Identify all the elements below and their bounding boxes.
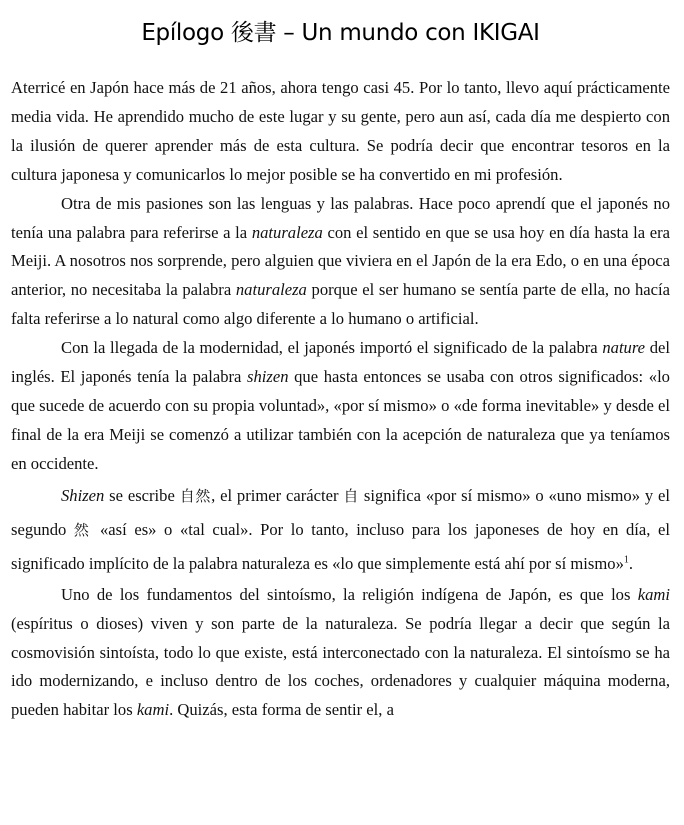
paragraph-2-text-a: Otra de mis pasiones son las lenguas y las palabras. Hace poco aprendí que el japonés no tenía una palabra para referirse a la — [11, 193, 670, 242]
paragraph-1: Aterricé en Japón hace más de 21 años, ahora tengo casi 45. Por lo tanto, llevo aquí prácticamente media vida. He aprendido mucho de este lugar y su gente, pero aun así, cada día me despierto con la ilusión de querer aprender más de esta cultura. Se podría decir que encontrar tesoros en la cultura japonesa y comunicarlos lo mejor posible se ha convertido en mi profesión. — [11, 78, 670, 184]
paragraph-4-text-c: significa «por sí mismo» o «uno mismo» y el segundo — [11, 485, 670, 539]
paragraph-3-text-c: que hasta entonces se usaba con otros significados: «lo que sucede de acuerdo con su propia voluntad», «por sí mismo» o «de forma inevitable» y desde el final de la era Meiji se comenzó a utilizar también con la acepción de naturaleza que ya teníamos en occidente. — [11, 367, 670, 473]
kanji-shizen: 自然 — [179, 486, 212, 505]
paragraph-4-text-a: se escribe — [104, 485, 180, 505]
emphasis-shizen: shizen — [247, 367, 289, 387]
chapter-title: Epílogo 後書 – Un mundo con IKIGAI — [141, 20, 540, 46]
emphasis-kami: kami — [637, 584, 670, 604]
emphasis-kami-2: kami — [136, 700, 170, 720]
kanji-ji: 自 — [343, 486, 360, 505]
paragraph-2 — [11, 190, 670, 335]
paragraph-4-text-d: «así es» o «tal cual». Por lo tanto, incluso para los japoneses de hoy en día, el significado implícito de la palabra naturaleza es «lo que simplemente está ahí por sí mismo» — [11, 519, 670, 573]
paragraph-3 — [11, 334, 670, 479]
paragraph-2-text-c: porque el ser humano se sentía parte de ella, no hacía falta referirse a lo natural como algo diferente a lo humano o artificial. — [11, 280, 670, 329]
paragraph-5-text-a: Uno de los fundamentos del sintoísmo, la religión indígena de Japón, es que los — [61, 584, 638, 604]
paragraph-4-text-b: , el primer carácter — [211, 485, 344, 505]
paragraph-5-text-c: . Quizás, esta forma de sentir el, a — [169, 700, 394, 720]
paragraph-5 — [11, 581, 670, 726]
emphasis-naturaleza: naturaleza — [251, 222, 323, 242]
chapter-body — [11, 74, 670, 725]
emphasis-naturaleza-2: naturaleza — [235, 280, 307, 300]
footnote-marker[interactable]: 1 — [623, 554, 629, 566]
paragraph-5-text-b: (espíritus o dioses) viven y son parte de la naturaleza. Se podría llegar a decir que según la cosmovisión sintoísta, todo lo que existe, está interconectado con la naturaleza. El sintoísmo se ha ido modernizando, e incluso dentro de los coches, ordenadores y cualquier máquina moderna, pueden habitar los — [11, 613, 670, 720]
paragraph-3-text-b: del inglés. El japonés tenía la palabra — [11, 338, 671, 387]
paragraph-3-text-a: Con la llegada de la modernidad, el japonés importó el significado de la palabra — [61, 338, 603, 358]
paragraph-2-text-b: con el sentido en que se usa hoy en día hasta la era Meiji. A nosotros nos sorprende, pero alguien que viviera en el Japón de la era Edo, o en una época anterior, no necesitaba la palabra — [11, 222, 671, 300]
emphasis-nature: nature — [602, 338, 646, 358]
kanji-zen: 然 — [73, 520, 93, 539]
emphasis-shizen-2: Shizen — [61, 485, 105, 505]
paragraph-4-text-e: . — [628, 553, 634, 573]
paragraph-4 — [11, 479, 670, 581]
